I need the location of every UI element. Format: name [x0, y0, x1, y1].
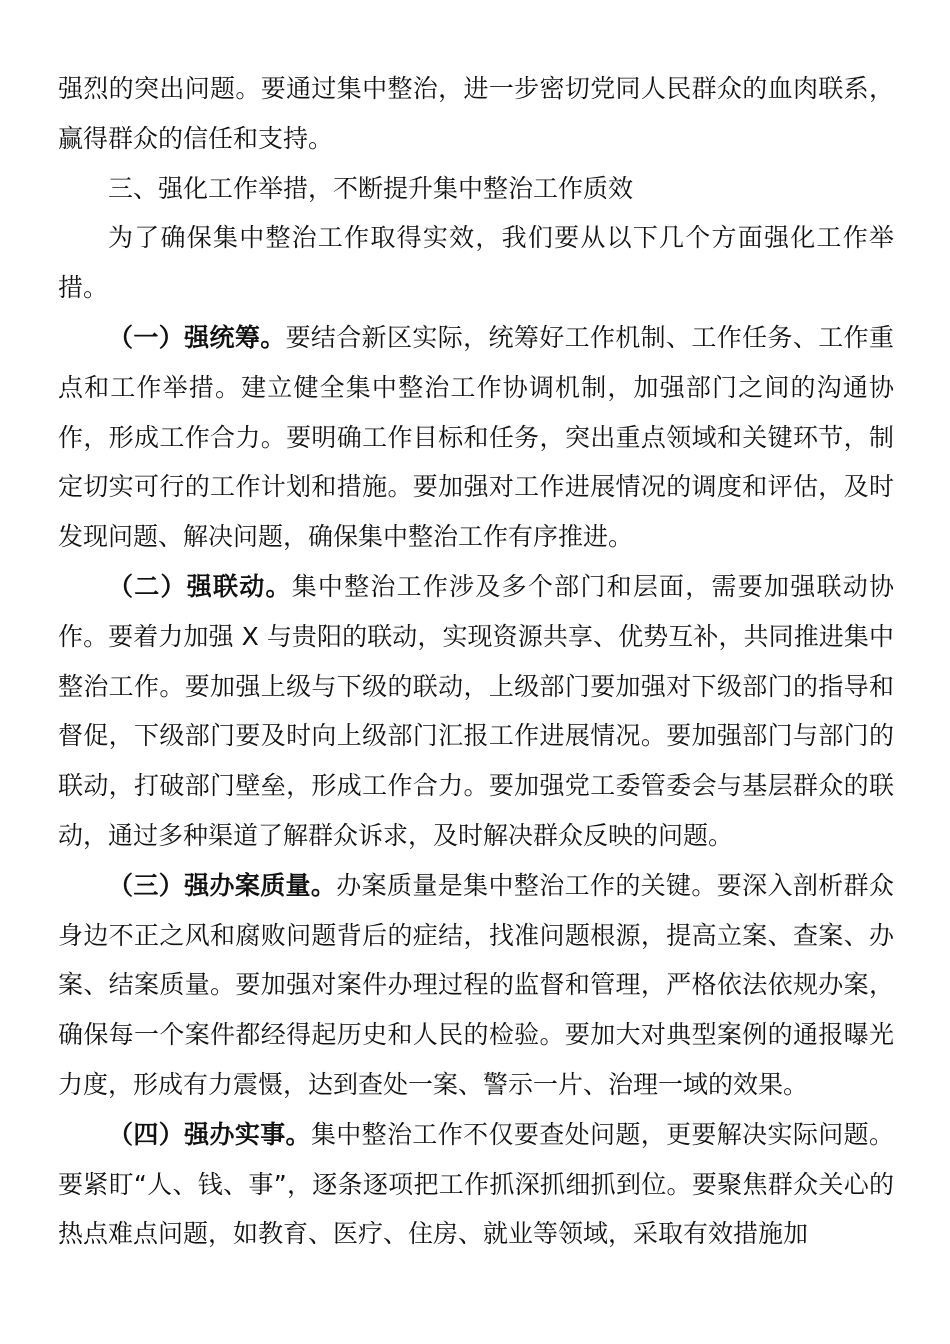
item-two-heading: （二）强联动。	[108, 571, 292, 601]
item-one-body: 要结合新区实际，统筹好工作机制、工作任务、工作重点和工作举措。建立健全集中整治工作协调机制，加强部门之间的沟通协作，形成工作合力。要明确工作目标和任务，突出重点领域和关键环节，制定切实可行的工作计划和措施。要加强对工作进展情况的调度和评估，及时发现问题、解决问题，确保集中整治工作有序推进。	[58, 322, 894, 552]
section-heading-three: 三、强化工作举措，不断提升集中整治工作质效	[108, 173, 634, 203]
paragraph-item-two	[58, 562, 894, 861]
item-two-body: 集中整治工作涉及多个部门和层面，需要加强联动协作。要着力加强 X 与贵阳的联动，实现资源共享、优势互补，共同推进集中整治工作。要加强上级与下级的联动，上级部门要加强对下级部门的指导和督促，下级部门要及时向上级部门汇报工作进展情况。要加强部门与部门的联动，打破部门壁垒，形成工作合力。要加强党工委管委会与基层群众的联动，通过多种渠道了解群众诉求，及时解决群众反映的问题。	[58, 571, 894, 850]
item-three-heading: （三）强办案质量。	[108, 870, 337, 900]
paragraph-intro: 为了确保集中整治工作取得实效，我们要从以下几个方面强化工作举措。	[58, 223, 894, 303]
item-four-body: 集中整治工作不仅要查处问题，更要解决实际问题。要紧盯“人、钱、事”，逐条逐项把工作抓深抓细抓到位。要聚焦群众关心的热点难点问题，如教育、医疗、住房、就业等领域，采取有效措施加	[58, 1119, 894, 1249]
paragraph-continued: 强烈的突出问题。要通过集中整治，进一步密切党同人民群众的血肉联系，赢得群众的信任和支持。	[58, 74, 894, 153]
paragraph-item-four	[58, 1110, 894, 1259]
item-four-heading: （四）强办实事。	[108, 1119, 311, 1149]
item-one-heading: （一）强统筹。	[108, 322, 286, 352]
document-page	[58, 64, 894, 1259]
paragraph-item-one	[58, 313, 894, 562]
paragraph-item-three	[58, 861, 894, 1110]
item-three-body: 办案质量是集中整治工作的关键。要深入剖析群众身边不正之风和腐败问题背后的症结，找准问题根源，提高立案、查案、办案、结案质量。要加强对案件办理过程的监督和管理，严格依法依规办案，确保每一个案件都经得起历史和人民的检验。要加大对典型案例的通报曝光力度，形成有力震慑，达到查处一案、警示一片、治理一域的效果。	[58, 870, 894, 1099]
